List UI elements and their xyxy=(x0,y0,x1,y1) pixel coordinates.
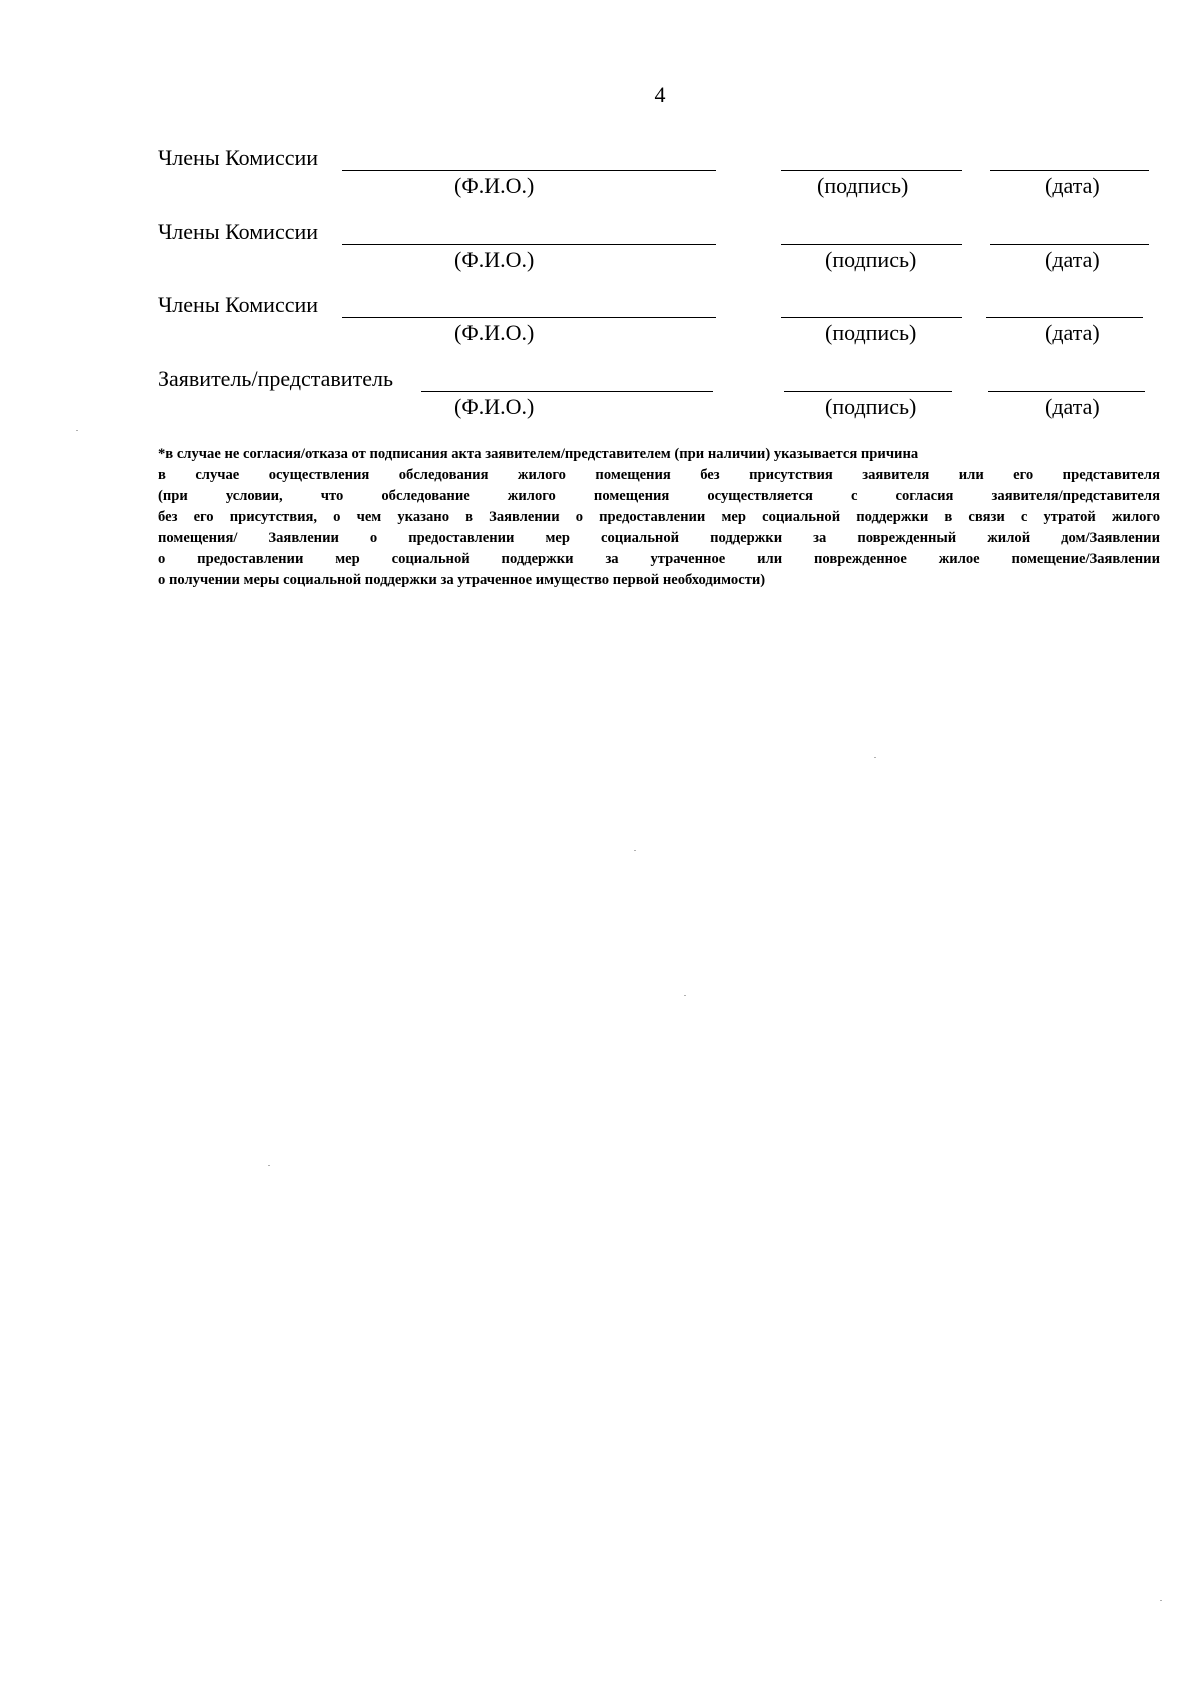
signature-row xyxy=(0,366,1200,426)
signatory-label: Члены Комиссии xyxy=(158,292,319,317)
date-caption: (дата) xyxy=(1045,247,1100,272)
name-field-line xyxy=(342,244,716,245)
scan-speck xyxy=(268,1165,270,1166)
signature-row xyxy=(0,145,1200,205)
date-caption: (дата) xyxy=(1045,394,1100,419)
name-caption: (Ф.И.О.) xyxy=(454,394,535,419)
page-number: 4 xyxy=(654,82,666,107)
footnote-line: о получении меры социальной поддержки за утраченное имущество первой необходимости) xyxy=(158,572,766,588)
signature-field-line xyxy=(781,244,962,245)
scan-speck xyxy=(634,850,636,851)
signatory-label: Члены Комиссии xyxy=(158,145,319,170)
scan-speck xyxy=(1160,1600,1162,1601)
name-caption: (Ф.И.О.) xyxy=(454,247,535,272)
name-field-line xyxy=(342,317,716,318)
footnote-line: *в случае не согласия/отказа от подписания акта заявителем/представителем (при наличии) указывается причина xyxy=(158,446,919,462)
signature-caption: (подпись) xyxy=(825,320,917,345)
footnote-line: в случае осуществления обследования жилого помещения без присутствия заявителя или его представителя xyxy=(158,467,1160,483)
footnote-line: помещения/ Заявлении о предоставлении мер социальной поддержки за поврежденный жилой дом/Заявлении xyxy=(158,530,1160,546)
footnote-line: без его присутствия, о чем указано в Заявлении о предоставлении мер социальной поддержки в связи с утратой жилого xyxy=(158,509,1160,525)
signature-caption: (подпись) xyxy=(817,173,909,198)
signature-field-line xyxy=(781,317,962,318)
footnote xyxy=(158,444,1160,591)
signatory-label: Заявитель/представитель xyxy=(158,366,393,391)
scan-speck xyxy=(76,430,78,431)
signature-caption: (подпись) xyxy=(825,247,917,272)
signature-field-line xyxy=(781,170,962,171)
date-caption: (дата) xyxy=(1045,320,1100,345)
name-caption: (Ф.И.О.) xyxy=(454,173,535,198)
signature-row xyxy=(0,219,1200,279)
name-caption: (Ф.И.О.) xyxy=(454,320,535,345)
date-field-line xyxy=(990,244,1149,245)
signatory-label: Члены Комиссии xyxy=(158,219,319,244)
date-field-line xyxy=(990,170,1149,171)
signature-row xyxy=(0,292,1200,352)
name-field-line xyxy=(342,170,716,171)
scan-speck xyxy=(874,757,876,758)
date-field-line xyxy=(988,391,1145,392)
footnote-line: (при условии, что обследование жилого помещения осуществляется с согласия заявителя/представителя xyxy=(158,488,1160,504)
footnote-line: о предоставлении мер социальной поддержки за утраченное или поврежденное жилое помещение/Заявлении xyxy=(158,551,1160,567)
date-field-line xyxy=(986,317,1143,318)
name-field-line xyxy=(421,391,713,392)
date-caption: (дата) xyxy=(1045,173,1100,198)
signature-caption: (подпись) xyxy=(825,394,917,419)
scan-speck xyxy=(684,995,686,996)
signature-field-line xyxy=(784,391,952,392)
